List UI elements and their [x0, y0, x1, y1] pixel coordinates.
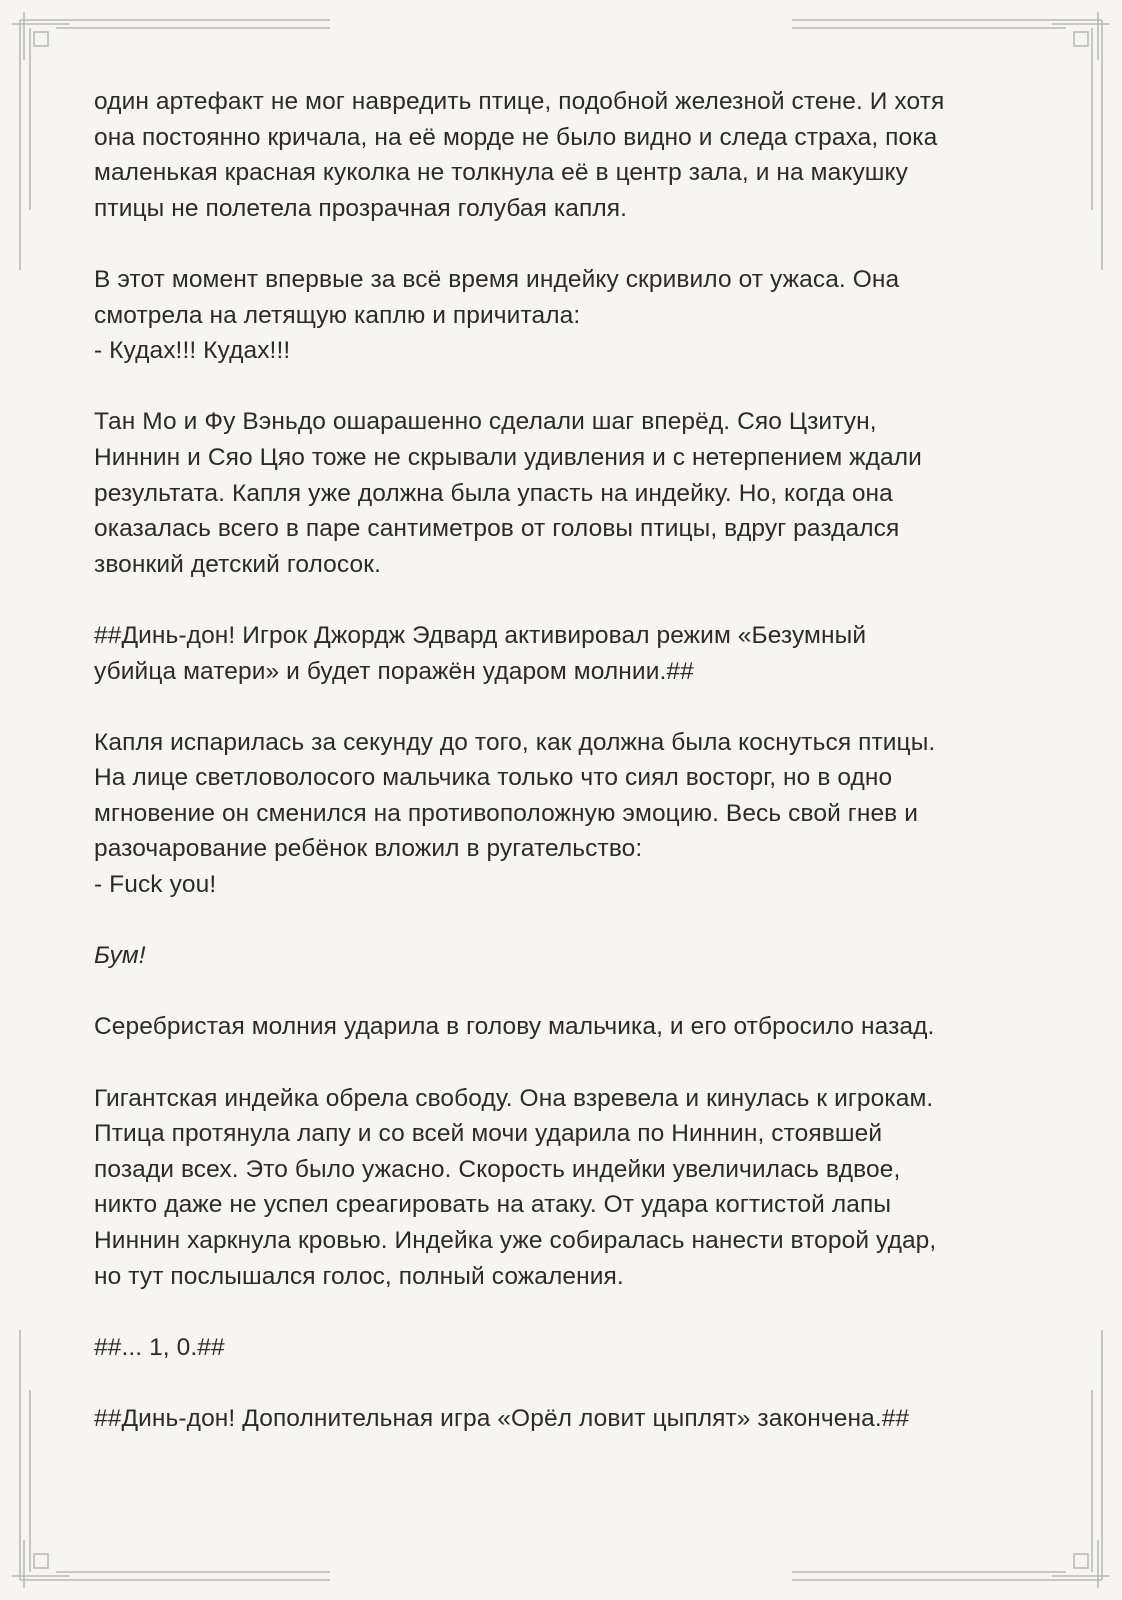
paragraph [94, 1081, 1034, 1295]
text-line: Птица протянула лапу и со всей мочи ударила по Ниннин, стоявшей [94, 1120, 883, 1148]
system-message [94, 1401, 1034, 1437]
text-line: разочарование ребёнок вложил в ругательство: [94, 835, 643, 863]
text-line: На лице светловолосого мальчика только что сиял восторг, но в одно [94, 764, 893, 792]
text-line: Тан Мо и Фу Вэньдо ошарашенно сделали шаг вперёд. Сяо Цзитун, [94, 408, 877, 436]
italic-text-line: Бум! [94, 942, 146, 970]
text-line: Ниннин харкнула кровью. Индейка уже собиралась нанести второй удар, [94, 1227, 937, 1254]
document-body [94, 84, 1034, 1437]
text-line: смотрела на летящую каплю и причитала: [94, 301, 581, 329]
text-line: результата. Капля уже должна была упасть на индейку. Но, когда она [94, 479, 893, 507]
text-line: мгновение он сменился на противоположную эмоцию. Весь свой гнев и [94, 799, 918, 827]
text-line: она постоянно кричала, на её морде не было видно и следа страха, пока [94, 123, 938, 151]
text-line: Гигантская индейка обрела свободу. Она взревела и кинулась к игрокам. [94, 1084, 934, 1112]
paragraph [94, 725, 1034, 903]
paragraph [94, 262, 1034, 369]
paragraph [94, 84, 1034, 226]
text-line: один артефакт не мог навредить птице, подобной железной стене. И хотя [94, 88, 945, 115]
text-line: Капля испарилась за секунду до того, как должна была коснуться птицы. [94, 728, 936, 756]
paragraph [94, 1009, 1034, 1045]
text-line: птицы не полетела прозрачная голубая капля. [94, 194, 628, 222]
text-line: позади всех. Это было ужасно. Скорость индейки увеличилась вдвое, [94, 1155, 901, 1183]
text-line: ##... 1, 0.## [94, 1333, 225, 1361]
dialogue-line: - Fuck you! [94, 871, 217, 899]
text-line: В этот момент впервые за всё время индейку скривило от ужаса. Она [94, 265, 900, 293]
text-line: убийца матери» и будет поражён ударом молнии.## [94, 657, 694, 685]
text-line: Ниннин и Сяо Цяо тоже не скрывали удивления и с нетерпением ждали [94, 443, 922, 471]
text-line: оказалась всего в паре сантиметров от головы птицы, вдруг раздался [94, 515, 900, 543]
dialogue-line: - Кудах!!! Кудах!!! [94, 337, 291, 365]
text-line: ##Динь-дон! Игрок Джордж Эдвард активировал режим «Безумный [94, 621, 867, 649]
system-message [94, 1330, 1034, 1366]
text-line: Серебристая молния ударила в голову мальчика, и его отбросило назад. [94, 1013, 935, 1041]
text-line: ##Динь-дон! Дополнительная игра «Орёл ловит цыплят» закончена.## [94, 1404, 910, 1432]
paragraph [94, 404, 1034, 582]
sound-effect [94, 938, 1034, 974]
text-line: звонкий детский голосок. [94, 550, 381, 578]
system-message [94, 618, 1034, 689]
text-line: но тут послышался голос, полный сожаления. [94, 1262, 624, 1290]
text-line: никто даже не успел среагировать на атаку. От удара когтистой лапы [94, 1191, 892, 1219]
text-line: маленькая красная куколка не толкнула её в центр зала, и на макушку [94, 159, 908, 187]
